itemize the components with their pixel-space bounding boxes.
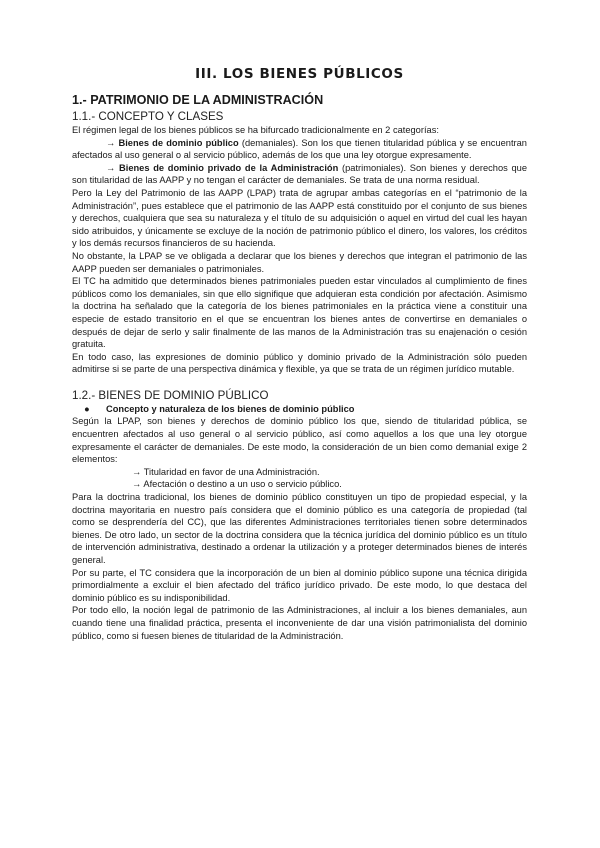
arrow-glyph: →: [132, 479, 142, 490]
category-text: (patrimoniales). Son bienes y derechos que son titularidad de las AAPP y no tengan el carácter de demaniales. Se trata de una norma residual.: [72, 162, 527, 186]
document-page: [72, 66, 527, 642]
arrow-glyph: →: [106, 137, 116, 148]
spacer: [72, 376, 527, 388]
category-term: Bienes de dominio público: [118, 137, 239, 148]
paragraph: Por su parte, el TC considera que la incorporación de un bien al dominio público supone una técnica dirigida primordialmente a excluir el bien afectado del tráfico jurídico privado. De este modo, lo que destaca del dominio público es su indisponibilidad.: [72, 567, 527, 603]
arrow-text: Afectación o destino a un uso o servicio público.: [143, 479, 342, 490]
paragraph: Por todo ello, la noción legal de patrimonio de las Administraciones, al incluir a los bienes demaniales, aun cuando tiene una finalidad práctica, presenta el inconveniente de dar una visión patrimonialista del dominio público, como si fuesen bienes de titularidad de la Administración.: [72, 605, 527, 641]
category-item: [72, 137, 527, 162]
document-title: III. LOS BIENES PÚBLICOS: [195, 66, 404, 82]
bullet-item: [72, 403, 527, 416]
paragraph: Según la LPAP, son bienes y derechos de dominio público los que, siendo de titularidad pública, se encuentren afectados al uso general o al servicio público, así como aquellos a los que una ley otorgue expresamente el carácter de demaniales. De este modo, la consideración de un bien como demanial exige 2 elementos:: [72, 416, 527, 465]
paragraph: No obstante, la LPAP se ve obligada a declarar que los bienes y derechos que integran el patrimonio de las AAPP pueden ser demaniales o patrimoniales.: [72, 250, 527, 274]
arrow-text: Titularidad en favor de una Administración.: [143, 466, 320, 477]
arrow-glyph: →: [132, 466, 142, 477]
arrow-glyph: →: [106, 162, 116, 173]
paragraph: Pero la Ley del Patrimonio de las AAPP (LPAP) trata de agrupar ambas categorías en el “patrimonio de la Administración”, pues establece que el patrimonio de las AAPP está constituido por el conjunto de sus bienes y derechos, cualquiera que sea su naturaleza y el título de su adquisición o aquel en virtud del cual les hayan sido atribuidos, y únicamente se excluye de la noción de patrimonio público el dinero, los valores, los créditos y los demás recursos financieros de su hacienda.: [72, 187, 527, 249]
section-heading: 1.- PATRIMONIO DE LA ADMINISTRACIÓN: [72, 93, 324, 107]
paragraph: En todo caso, las expresiones de dominio público y dominio privado de la Administración sólo pueden admitirse si se parte de una perspectiva dinámica y flexible, ya que se trata de un régimen jurídico mutable.: [72, 351, 527, 375]
subsection-heading: 1.2.- BIENES DE DOMINIO PÚBLICO: [72, 388, 269, 402]
arrow-item: [72, 466, 527, 479]
category-text: (demaniales). Son los que tienen titularidad pública y se encuentran afectados al uso general o al servicio público, además de los que una ley otorgue expresamente.: [72, 137, 527, 161]
bullet-dot: ●: [84, 403, 90, 414]
bullet-text: Concepto y naturaleza de los bienes de dominio público: [106, 403, 355, 414]
subsection-heading: 1.1.- CONCEPTO Y CLASES: [72, 110, 224, 123]
category-item: [72, 162, 527, 187]
paragraph: El régimen legal de los bienes públicos se ha bifurcado tradicionalmente en 2 categorías:: [72, 125, 439, 135]
paragraph: El TC ha admitido que determinados bienes patrimoniales pueden estar vinculados al cumplimiento de fines públicos como los demaniales, sin que ello signifique que adquieran esta condición por afectación. Asimismo la doctrina ha señalado que la categoría de los bienes patrimoniales en la práctica viene a constituir una especie de estado transitorio en el que se encuentran los bienes antes de convertirse en demaniales o después de dejar de serlo y salir finalmente de las manos de la Administración tras su enajenación o cesión gratuita.: [72, 276, 527, 350]
category-term: Bienes de dominio privado de la Administración: [119, 162, 339, 173]
arrow-item: [72, 478, 527, 491]
paragraph: Para la doctrina tradicional, los bienes de dominio público constituyen un tipo de propiedad especial, y la doctrina mayoritaria en nuestro país considera que el dominio público es una categoría de propiedad (tal como se desprendería del CC), que las diferentes Administraciones territoriales tienen sobre determinados bienes. De otro lado, un sector de la doctrina considera que la técnica jurídica del dominio público es un título de intervención administrativa, destinado a ordenar la utilización y a proteger determinados bienes de interés general.: [72, 492, 527, 565]
